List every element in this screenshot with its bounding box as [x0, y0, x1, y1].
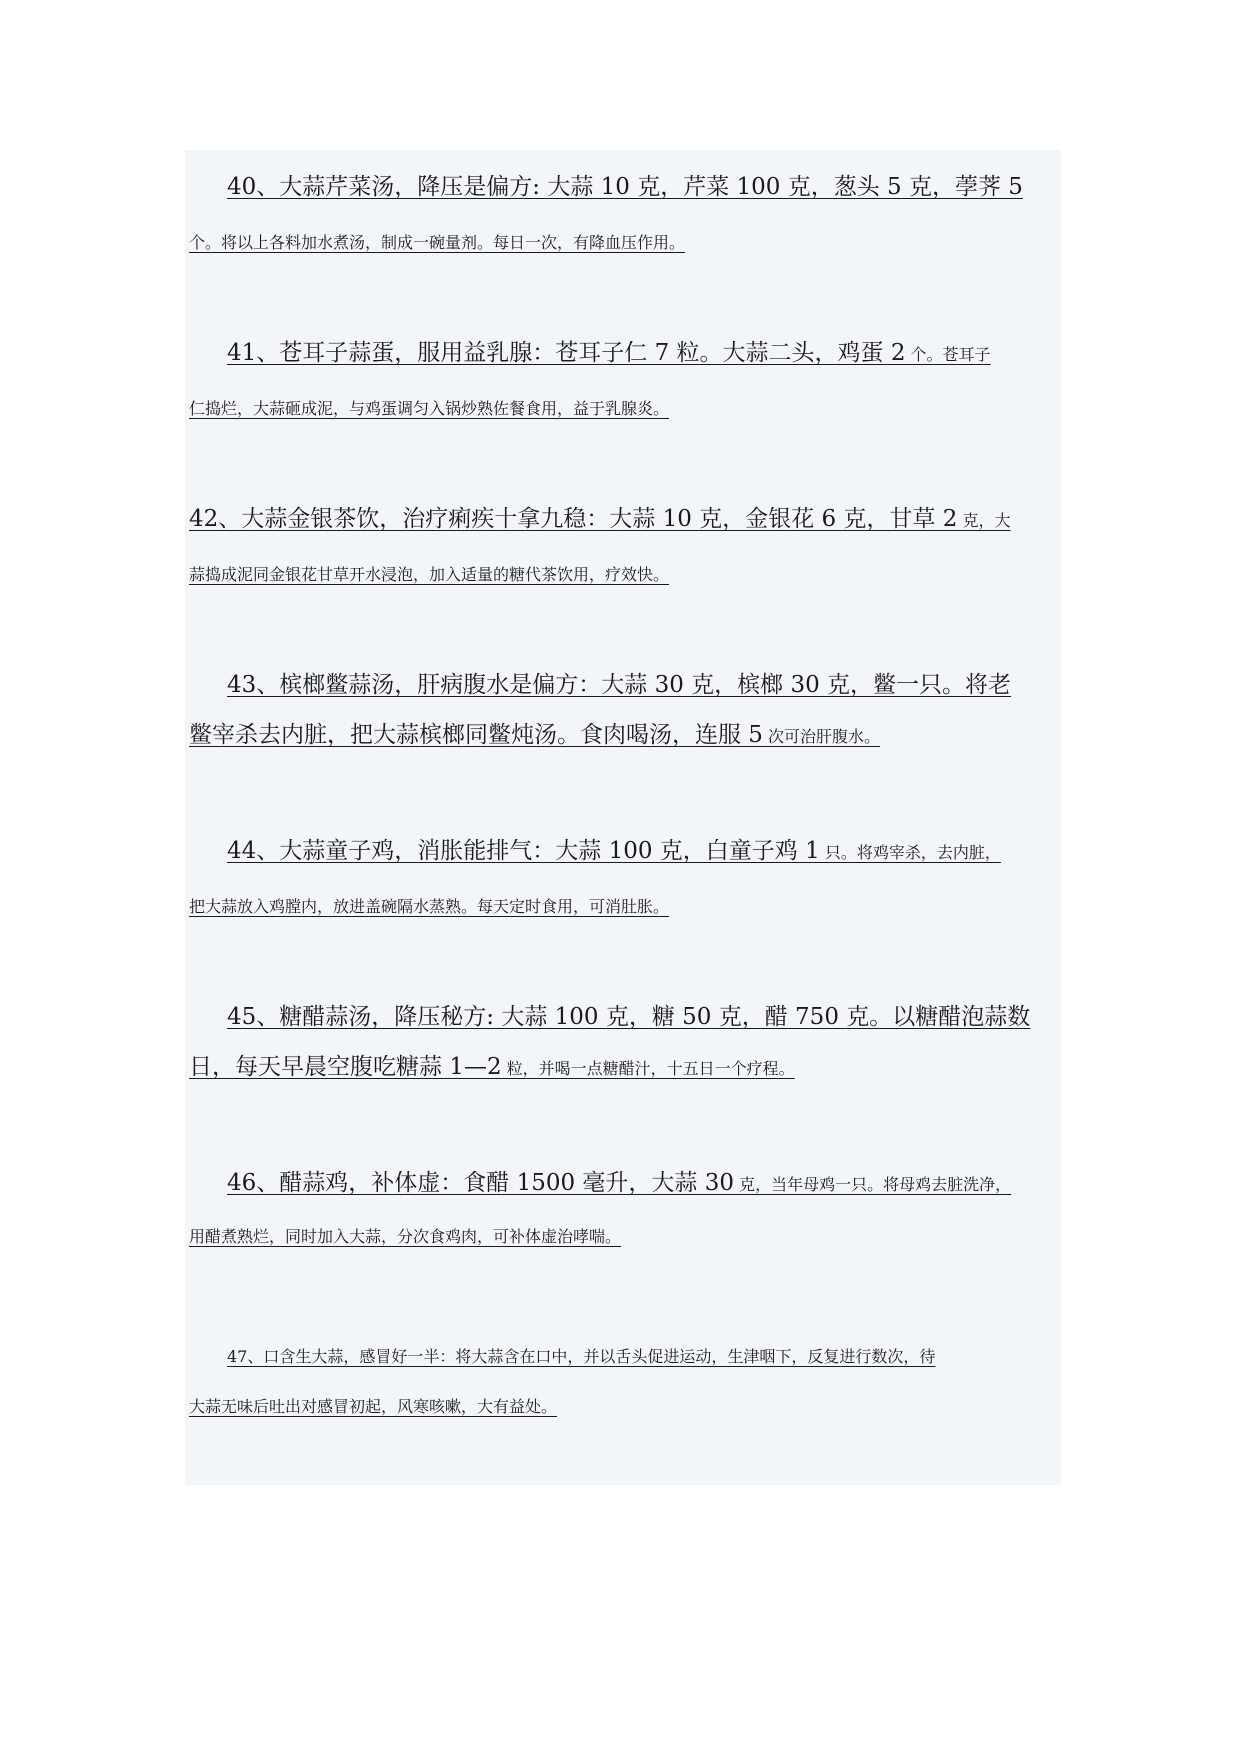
entry-text-small: 克，大	[957, 511, 1011, 530]
entry-line-1	[189, 832, 1001, 865]
entry-text-large: 46、醋蒜鸡，补体虚：食醋 1500 毫升，大蒜 30	[227, 1170, 734, 1196]
entry-text-small: 用醋煮熟烂，同时加入大蒜，分次食鸡肉，可补体虚治哮喘。	[189, 1227, 622, 1246]
entry-line-1	[189, 998, 1030, 1031]
entry-text-small: 只。将鸡宰杀，去内脏，	[819, 843, 1001, 862]
entry-line-2	[189, 560, 669, 586]
entry-line-2	[189, 716, 880, 749]
entry-text-large: 日，每天早晨空腹吃糖蒜 1—2	[189, 1054, 502, 1080]
entry-text-small: 把大蒜放入鸡膛内，放进盖碗隔水蒸熟。每天定时食用，可消肚胀。	[189, 897, 670, 916]
entry-text-large: 42、大蒜金银茶饮，治疗痢疾十拿九稳：大蒜 10 克，金银花 6 克，甘草 2	[189, 506, 958, 532]
entry-text-small: 蒜捣成泥同金银花甘草开水浸泡，加入适量的糖代茶饮用，疗效快。	[189, 565, 670, 584]
entry-text-small: 个。苍耳子	[905, 345, 991, 364]
entry-line-2	[189, 228, 685, 254]
entry-line-2	[189, 1392, 557, 1418]
entry-line-1	[189, 666, 1011, 699]
entry-text-large: 43、槟榔鳖蒜汤，肝病腹水是偏方：大蒜 30 克，槟榔 30 克，鳖一只。将老	[227, 672, 1012, 698]
entry-line-1	[189, 500, 1010, 533]
entry-text-large: 40、大蒜芹菜汤，降压是偏方: 大蒜 10 克，芹菜 100 克，葱头 5 克，荸荠 5	[227, 174, 1023, 200]
entry-text-large: 45、糖醋蒜汤，降压秘方: 大蒜 100 克，糖 50 克，醋 750 克。以糖醋泡蒜数	[227, 1004, 1031, 1030]
entry-text-small: 次可治肝腹水。	[762, 727, 881, 746]
entry-text-large: 鳖宰杀去内脏，把大蒜槟榔同鳖炖汤。食肉喝汤，连服 5	[189, 722, 763, 748]
entry-line-2	[189, 1222, 621, 1248]
entry-text-large: 41、苍耳子蒜蛋，服用益乳腺：苍耳子仁 7 粒。大蒜二头，鸡蛋 2	[227, 340, 906, 366]
entry-text-small: 47、口含生大蒜，感冒好一半：将大蒜含在口中，并以舌头促进运动，生津咽下，反复进行数次，待	[227, 1347, 936, 1366]
entry-text-small: 个。将以上各料加水煮汤，制成一碗量剂。每日一次，有降血压作用。	[189, 233, 686, 252]
entry-line-1	[189, 1342, 935, 1368]
entry-line-1	[189, 334, 991, 367]
entry-line-2	[189, 1048, 795, 1081]
entry-line-2	[189, 394, 669, 420]
entry-text-small: 粒，并喝一点糖醋汁，十五日一个疗程。	[501, 1059, 795, 1078]
entry-text-small: 仁捣烂，大蒜砸成泥，与鸡蛋调匀入锅炒熟佐餐食用，益于乳腺炎。	[189, 399, 670, 418]
entry-text-large: 44、大蒜童子鸡，消胀能排气：大蒜 100 克，白童子鸡 1	[227, 838, 820, 864]
entry-line-1	[189, 168, 1023, 201]
entry-text-small: 克，当年母鸡一只。将母鸡去脏洗净，	[734, 1175, 1012, 1194]
entry-line-2	[189, 892, 669, 918]
entry-line-1	[189, 1164, 1011, 1197]
entry-text-small: 大蒜无味后吐出对感冒初起，风寒咳嗽，大有益处。	[189, 1397, 558, 1416]
